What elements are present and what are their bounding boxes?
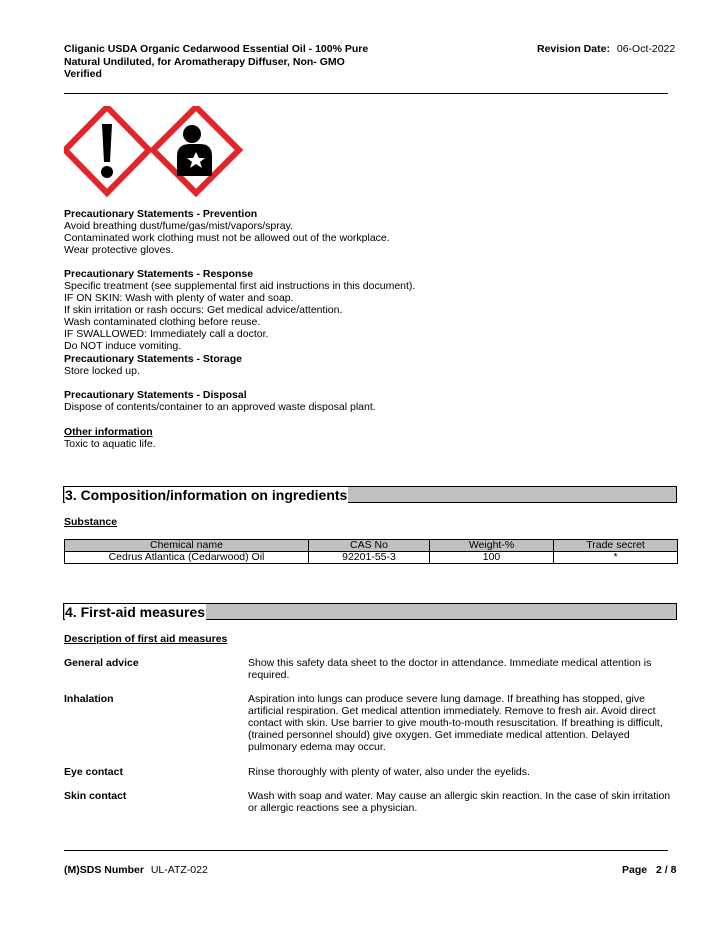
text-line: Aspiration into lungs can produce severe lung damage. If breathing has stopped, give	[248, 693, 645, 705]
section-3-title: 3. Composition/information on ingredients	[65, 487, 348, 503]
substance-subtitle: Substance	[64, 516, 118, 528]
sds-label: (M)SDS Number	[64, 864, 144, 876]
inhalation-text	[248, 693, 680, 753]
response-line: If skin irritation or rash occurs: Get medical advice/attention.	[64, 304, 343, 316]
footer-rule	[64, 850, 668, 851]
other-info-title: Other information	[64, 426, 153, 438]
text-line: artificial respiration. Get medical attention immediately. Remove to fresh air. Avoid direct	[248, 705, 656, 717]
table-cell: *	[554, 552, 678, 564]
disposal-block	[64, 389, 684, 413]
ghs-pictograms	[64, 106, 244, 201]
page-value: 2 / 8	[656, 864, 677, 876]
composition-table	[64, 539, 678, 564]
table-header-row	[65, 540, 678, 552]
text-line: (trained personnel should) give oxygen. Get immediate medical attention. Delayed	[248, 729, 630, 741]
disposal-title: Precautionary Statements - Disposal	[64, 389, 247, 401]
prevention-line: Contaminated work clothing must not be allowed out of the workplace.	[64, 232, 390, 244]
section-3-header	[63, 486, 677, 503]
column-header: Weight-%	[430, 540, 554, 552]
revision-value: 06-Oct-2022	[616, 43, 676, 55]
column-header: Chemical name	[65, 540, 309, 552]
header-rule	[64, 93, 668, 94]
response-title: Precautionary Statements - Response	[64, 268, 254, 280]
prevention-title: Precautionary Statements - Prevention	[64, 208, 258, 220]
table-row	[65, 552, 678, 564]
section-4-title: 4. First-aid measures	[65, 604, 206, 620]
section-4-header	[63, 603, 677, 620]
other-info-line: Toxic to aquatic life.	[64, 438, 156, 450]
pictogram-svg	[64, 106, 244, 198]
revision-label: Revision Date:	[537, 43, 610, 55]
text-line: Rinse thoroughly with plenty of water, also under the eyelids.	[248, 766, 530, 778]
table-cell: Cedrus Atlantica (Cedarwood) Oil	[65, 552, 309, 564]
response-line: IF ON SKIN: Wash with plenty of water and soap.	[64, 292, 294, 304]
response-line: Wash contaminated clothing before reuse.	[64, 316, 261, 328]
text-line: pulmonary edema may occur.	[248, 741, 386, 753]
title-line: Cliganic USDA Organic Cedarwood Essential Oil - 100% Pure	[64, 43, 369, 55]
eye-contact-label: Eye contact	[64, 766, 123, 778]
first-aid-subtitle: Description of first aid measures	[64, 633, 228, 645]
response-block	[64, 268, 684, 352]
text-line: contact with skin. Use barrier to give mouth-to-mouth resuscitation. If breathing is difficult,	[248, 717, 663, 729]
prevention-line: Wear protective gloves.	[64, 244, 174, 256]
storage-line: Store locked up.	[64, 365, 140, 377]
skin-contact-label: Skin contact	[64, 790, 127, 802]
column-header: Trade secret	[554, 540, 678, 552]
prevention-line: Avoid breathing dust/fume/gas/mist/vapors/spray.	[64, 220, 293, 232]
eye-contact-text	[248, 766, 680, 778]
document-title	[64, 43, 394, 81]
page-label: Page	[622, 864, 648, 876]
text-line: or allergic reactions see a physician.	[248, 802, 418, 814]
inhalation-label: Inhalation	[64, 693, 114, 705]
column-header: CAS No	[308, 540, 429, 552]
response-line: IF SWALLOWED: Immediately call a doctor.	[64, 328, 269, 340]
exclamation-mark-icon	[65, 107, 149, 193]
title-line: Verified	[64, 68, 102, 80]
response-line: Do NOT induce vomiting.	[64, 340, 182, 352]
storage-block	[64, 353, 684, 377]
text-line: Wash with soap and water. May cause an allergic skin reaction. In the case of skin irritation	[248, 790, 671, 802]
skin-contact-text	[248, 790, 680, 814]
storage-title: Precautionary Statements - Storage	[64, 353, 242, 365]
table-cell: 100	[430, 552, 554, 564]
general-advice-label: General advice	[64, 657, 139, 669]
title-line: Natural Undiluted, for Aromatherapy Diffuser, Non- GMO	[64, 55, 345, 68]
table-cell: 92201-55-3	[308, 552, 429, 564]
other-info-block	[64, 426, 684, 450]
prevention-block	[64, 208, 684, 256]
page-number	[622, 864, 676, 876]
response-line: Specific treatment (see supplemental first aid instructions in this document).	[64, 280, 416, 292]
disposal-line: Dispose of contents/container to an approved waste disposal plant.	[64, 401, 376, 413]
sds-number	[64, 864, 208, 876]
text-line: required.	[248, 669, 290, 681]
revision-date	[537, 43, 675, 55]
sds-value: UL-ATZ-022	[150, 864, 208, 876]
general-advice-text	[248, 657, 680, 681]
health-hazard-icon	[153, 107, 239, 193]
text-line: Show this safety data sheet to the doctor in attendance. Immediate medical attention is	[248, 657, 652, 669]
